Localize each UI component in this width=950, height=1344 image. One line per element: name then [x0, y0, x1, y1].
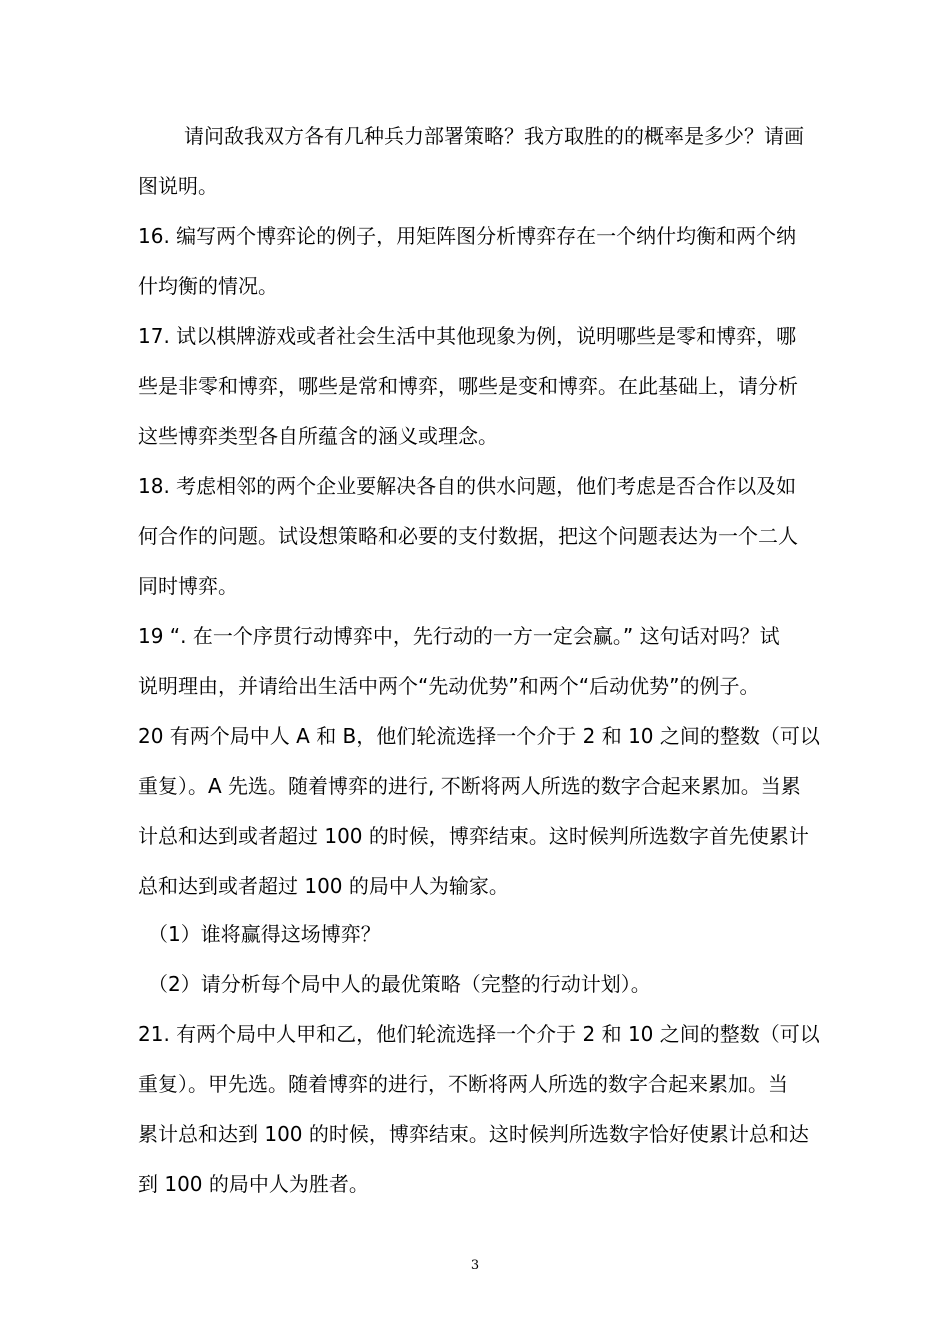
text-line: 同时博弈。	[138, 574, 238, 598]
text-line: 21. 有两个局中人甲和乙，他们轮流选择一个介于 2 和 10 之间的整数（可以	[138, 1022, 820, 1046]
page-number: 3	[470, 1258, 480, 1273]
text-line: 重复）。甲先选。随着博弈的进行，不断将两人所选的数字合起来累加。当	[138, 1072, 788, 1096]
text-line: 重复）。A 先选。随着博弈的进行, 不断将两人所选的数字合起来累加。当累	[138, 774, 801, 798]
text-line: 说明理由，并请给出生活中两个“先动优势”和两个“后动优势”的例子。	[138, 674, 760, 698]
text-line: 图说明。	[138, 174, 218, 198]
text-line: 到 100 的局中人为胜者。	[138, 1172, 369, 1196]
text-line: 何合作的问题。试设想策略和必要的支付数据，把这个问题表达为一个二人	[138, 524, 798, 548]
text-line: 19 “. 在一个序贯行动博弈中，先行动的一方一定会赢。” 这句话对吗？试	[138, 624, 780, 648]
text-line: 累计总和达到 100 的时候，博弈结束。这时候判所选数字恰好使累计总和达	[138, 1122, 809, 1146]
text-line: 17. 试以棋牌游戏或者社会生活中其他现象为例，说明哪些是零和博弈，哪	[138, 324, 797, 348]
text-line: 18. 考虑相邻的两个企业要解决各自的供水问题，他们考虑是否合作以及如	[138, 474, 797, 498]
text-line: 什均衡的情况。	[138, 274, 278, 298]
text-line: （2）请分析每个局中人的最优策略（完整的行动计划）。	[148, 972, 651, 996]
text-line: 请问敌我双方各有几种兵力部署策略？我方取胜的的概率是多少？请画	[184, 124, 804, 148]
text-line: 总和达到或者超过 100 的局中人为输家。	[138, 874, 509, 898]
text-line: 16. 编写两个博弈论的例子，用矩阵图分析博弈存在一个纳什均衡和两个纳	[138, 224, 797, 248]
text-line: （1）谁将赢得这场博弈？	[148, 922, 381, 946]
text-line: 些是非零和博弈，哪些是常和博弈，哪些是变和博弈。在此基础上，请分析	[138, 374, 798, 398]
text-line: 这些博弈类型各自所蕴含的涵义或理念。	[138, 424, 498, 448]
text-line: 20 有两个局中人 A 和 B，他们轮流选择一个介于 2 和 10 之间的整数（可以	[138, 724, 820, 748]
text-line: 计总和达到或者超过 100 的时候，博弈结束。这时候判所选数字首先使累计	[138, 824, 809, 848]
